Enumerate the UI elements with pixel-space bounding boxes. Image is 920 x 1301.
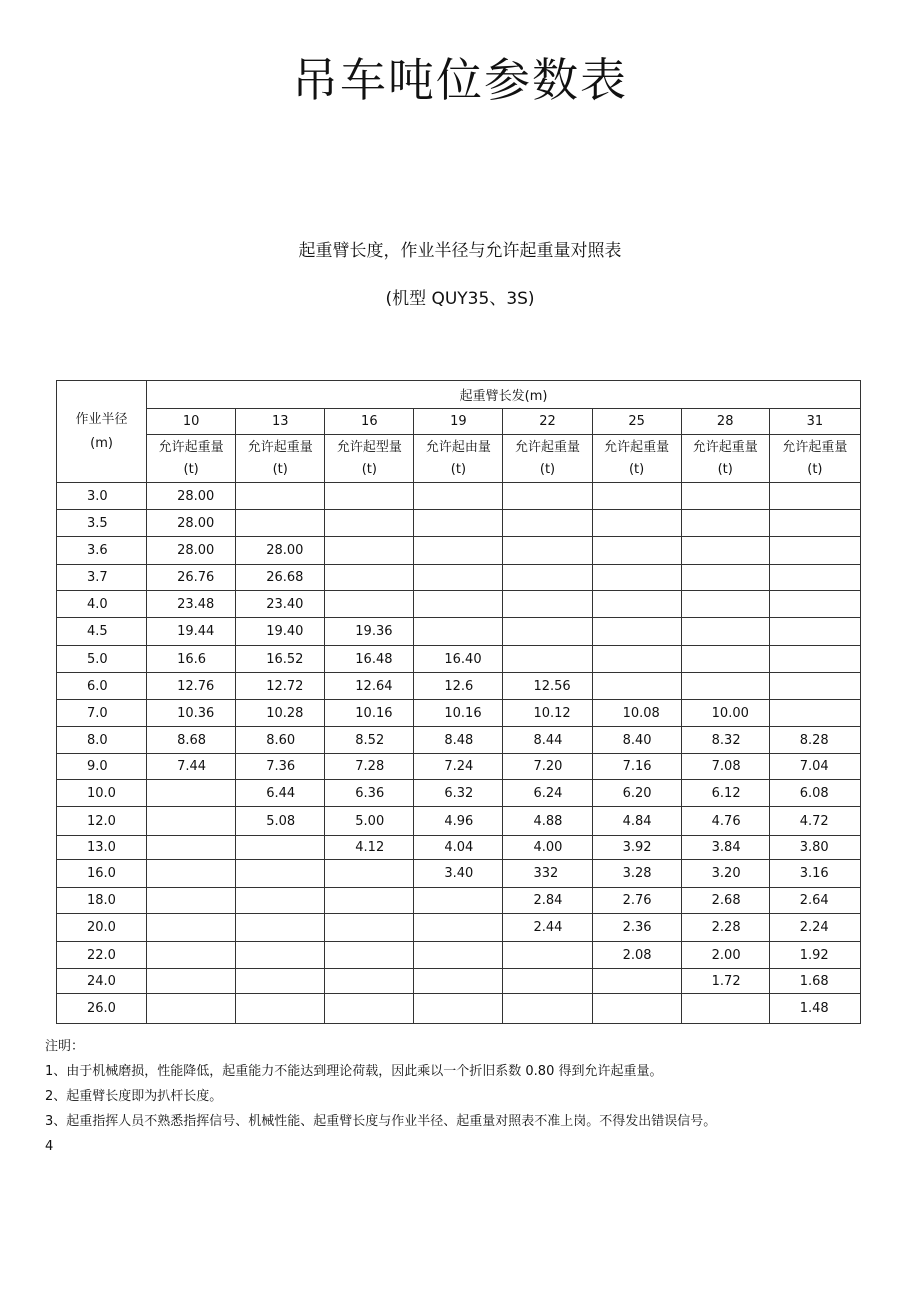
capacity-cell xyxy=(592,673,681,700)
capacity-cell xyxy=(325,591,414,618)
capacity-cell xyxy=(681,618,769,646)
capacity-cell xyxy=(147,860,236,888)
capacity-cell xyxy=(503,510,592,537)
capacity-cell: 10.28 xyxy=(236,700,325,727)
capacity-cell xyxy=(147,994,236,1024)
boom-length-header: 28 xyxy=(681,409,769,435)
capacity-cell xyxy=(236,969,325,994)
capacity-cell: 10.36 xyxy=(147,700,236,727)
table-row xyxy=(57,994,861,1024)
capacity-cell xyxy=(681,565,769,591)
capacity-cell: 10.08 xyxy=(592,700,681,727)
radius-cell: 6.0 xyxy=(57,673,147,700)
capacity-cell xyxy=(769,591,860,618)
header-row-boom xyxy=(57,381,861,409)
capacity-cell: 2.36 xyxy=(592,914,681,942)
capacity-cell xyxy=(147,942,236,969)
note-item-3: 3、起重指挥人员不熟悉指挥信号、机械性能、起重臂长度与作业半径、起重量对照表不准上岗。不得发出错误信号。 xyxy=(45,1114,717,1129)
radius-cell: 10.0 xyxy=(57,780,147,807)
capacity-cell xyxy=(236,942,325,969)
capacity-cell xyxy=(503,646,592,673)
table-row xyxy=(57,591,861,618)
capacity-cell xyxy=(592,537,681,565)
radius-cell: 7.0 xyxy=(57,700,147,727)
capacity-cell: 4.72 xyxy=(769,807,860,836)
capacity-header: 允许起重量(t) xyxy=(604,439,670,477)
capacity-cell: 12.56 xyxy=(503,673,592,700)
capacity-cell xyxy=(414,537,503,565)
capacity-header-cell xyxy=(414,435,503,483)
capacity-cell xyxy=(503,969,592,994)
capacity-cell: 12.64 xyxy=(325,673,414,700)
capacity-cell: 10.16 xyxy=(414,700,503,727)
boom-length-header: 16 xyxy=(325,409,414,435)
capacity-header-cell xyxy=(236,435,325,483)
capacity-cell xyxy=(681,994,769,1024)
capacity-cell xyxy=(414,483,503,510)
table-row xyxy=(57,942,861,969)
capacity-cell: 6.08 xyxy=(769,780,860,807)
capacity-header: 允许起重量(t) xyxy=(782,439,848,477)
capacity-cell xyxy=(325,537,414,565)
capacity-header-cell xyxy=(592,435,681,483)
capacity-cell xyxy=(147,969,236,994)
radius-header-cell xyxy=(57,381,147,483)
capacity-cell xyxy=(325,914,414,942)
radius-cell: 16.0 xyxy=(57,860,147,888)
capacity-cell xyxy=(325,483,414,510)
table-row xyxy=(57,807,861,836)
capacity-cell: 3.16 xyxy=(769,860,860,888)
capacity-cell xyxy=(769,700,860,727)
capacity-cell xyxy=(681,483,769,510)
capacity-cell: 12.72 xyxy=(236,673,325,700)
capacity-cell: 28.00 xyxy=(147,483,236,510)
radius-cell: 13.0 xyxy=(57,836,147,860)
table-row xyxy=(57,888,861,914)
capacity-cell xyxy=(769,646,860,673)
radius-header: 作业半径(m) xyxy=(75,411,128,451)
capacity-cell: 16.40 xyxy=(414,646,503,673)
capacity-cell xyxy=(769,618,860,646)
capacity-cell xyxy=(325,510,414,537)
capacity-cell: 6.20 xyxy=(592,780,681,807)
capacity-cell: 8.32 xyxy=(681,727,769,754)
capacity-cell: 23.48 xyxy=(147,591,236,618)
capacity-header: 允许起重量(t) xyxy=(692,439,758,477)
table-row xyxy=(57,969,861,994)
capacity-cell xyxy=(592,646,681,673)
table-row xyxy=(57,618,861,646)
capacity-cell xyxy=(503,618,592,646)
capacity-cell xyxy=(236,994,325,1024)
capacity-cell xyxy=(592,969,681,994)
table-row xyxy=(57,754,861,780)
capacity-cell xyxy=(681,673,769,700)
capacity-cell xyxy=(414,888,503,914)
model-label: (机型 QUY35、3S) xyxy=(385,289,535,309)
capacity-cell xyxy=(769,673,860,700)
capacity-cell: 12.6 xyxy=(414,673,503,700)
table-row xyxy=(57,673,861,700)
table-row xyxy=(57,860,861,888)
capacity-cell: 19.36 xyxy=(325,618,414,646)
capacity-cell: 8.44 xyxy=(503,727,592,754)
capacity-cell: 2.64 xyxy=(769,888,860,914)
notes-section xyxy=(45,1034,905,1159)
radius-cell: 24.0 xyxy=(57,969,147,994)
header-row-units xyxy=(57,435,861,483)
capacity-cell xyxy=(147,836,236,860)
capacity-header: 允许起重量(t) xyxy=(515,439,581,477)
radius-cell: 22.0 xyxy=(57,942,147,969)
capacity-cell: 4.00 xyxy=(503,836,592,860)
capacity-cell xyxy=(503,565,592,591)
capacity-cell xyxy=(681,510,769,537)
capacity-cell: 19.40 xyxy=(236,618,325,646)
capacity-cell: 7.20 xyxy=(503,754,592,780)
capacity-cell xyxy=(592,591,681,618)
capacity-cell: 4.88 xyxy=(503,807,592,836)
radius-cell: 4.0 xyxy=(57,591,147,618)
table-row xyxy=(57,510,861,537)
capacity-cell: 28.00 xyxy=(147,537,236,565)
capacity-cell xyxy=(325,888,414,914)
capacity-cell: 332 xyxy=(503,860,592,888)
capacity-cell: 4.76 xyxy=(681,807,769,836)
capacity-cell xyxy=(592,510,681,537)
capacity-cell xyxy=(236,483,325,510)
capacity-cell: 3.80 xyxy=(769,836,860,860)
capacity-cell xyxy=(325,969,414,994)
capacity-cell xyxy=(236,836,325,860)
capacity-header: 允许起型量(t) xyxy=(336,439,402,477)
page-footer-number: 4 xyxy=(45,1139,54,1154)
capacity-cell: 28.00 xyxy=(147,510,236,537)
capacity-cell: 5.08 xyxy=(236,807,325,836)
capacity-cell: 4.84 xyxy=(592,807,681,836)
capacity-header-cell xyxy=(503,435,592,483)
capacity-cell: 7.08 xyxy=(681,754,769,780)
capacity-cell: 3.92 xyxy=(592,836,681,860)
capacity-cell xyxy=(681,537,769,565)
notes-heading: 注明： xyxy=(45,1039,85,1054)
boom-length-header: 19 xyxy=(414,409,503,435)
capacity-cell xyxy=(147,780,236,807)
capacity-cell: 6.32 xyxy=(414,780,503,807)
capacity-cell xyxy=(414,914,503,942)
capacity-cell: 4.96 xyxy=(414,807,503,836)
capacity-cell: 8.52 xyxy=(325,727,414,754)
capacity-header: 允许起重量(t) xyxy=(158,439,224,477)
capacity-cell: 1.92 xyxy=(769,942,860,969)
radius-cell: 8.0 xyxy=(57,727,147,754)
capacity-cell: 8.28 xyxy=(769,727,860,754)
capacity-cell xyxy=(414,969,503,994)
page-title: 吊车吨位参数表 xyxy=(292,53,628,107)
radius-cell: 3.6 xyxy=(57,537,147,565)
capacity-cell xyxy=(769,537,860,565)
capacity-cell: 6.24 xyxy=(503,780,592,807)
capacity-cell: 5.00 xyxy=(325,807,414,836)
capacity-cell xyxy=(414,591,503,618)
capacity-cell: 2.84 xyxy=(503,888,592,914)
capacity-header-cell xyxy=(769,435,860,483)
capacity-cell: 16.6 xyxy=(147,646,236,673)
capacity-cell xyxy=(503,994,592,1024)
capacity-cell xyxy=(414,618,503,646)
radius-cell: 26.0 xyxy=(57,994,147,1024)
radius-cell: 3.5 xyxy=(57,510,147,537)
capacity-cell: 8.40 xyxy=(592,727,681,754)
capacity-cell: 26.76 xyxy=(147,565,236,591)
capacity-cell xyxy=(503,942,592,969)
capacity-cell xyxy=(592,618,681,646)
capacity-cell: 26.68 xyxy=(236,565,325,591)
boom-length-header: 10 xyxy=(147,409,236,435)
capacity-cell xyxy=(592,565,681,591)
table-subtitle: 起重臂长度，作业半径与允许起重量对照表 xyxy=(298,241,622,261)
capacity-cell: 1.48 xyxy=(769,994,860,1024)
table-row xyxy=(57,727,861,754)
capacity-cell: 3.20 xyxy=(681,860,769,888)
capacity-cell xyxy=(681,646,769,673)
header-row-lengths xyxy=(57,409,861,435)
capacity-cell xyxy=(414,994,503,1024)
table-row xyxy=(57,565,861,591)
capacity-cell: 1.68 xyxy=(769,969,860,994)
capacity-cell xyxy=(236,914,325,942)
capacity-header: 允许起重量(t) xyxy=(247,439,313,477)
capacity-cell xyxy=(147,914,236,942)
capacity-cell: 12.76 xyxy=(147,673,236,700)
capacity-cell: 10.00 xyxy=(681,700,769,727)
boom-length-header: 22 xyxy=(503,409,592,435)
table-row xyxy=(57,914,861,942)
capacity-header-cell xyxy=(147,435,236,483)
capacity-cell xyxy=(236,860,325,888)
capacity-header-cell xyxy=(681,435,769,483)
boom-header: 起重臂长发(m) xyxy=(147,381,861,409)
boom-length-header: 25 xyxy=(592,409,681,435)
capacity-cell: 2.44 xyxy=(503,914,592,942)
capacity-cell xyxy=(325,942,414,969)
capacity-cell xyxy=(592,483,681,510)
capacity-cell: 1.72 xyxy=(681,969,769,994)
table-row xyxy=(57,483,861,510)
capacity-cell xyxy=(769,565,860,591)
table-row xyxy=(57,700,861,727)
capacity-header-cell xyxy=(325,435,414,483)
capacity-cell: 8.60 xyxy=(236,727,325,754)
table-row xyxy=(57,646,861,673)
radius-cell: 5.0 xyxy=(57,646,147,673)
capacity-cell xyxy=(503,591,592,618)
capacity-cell: 19.44 xyxy=(147,618,236,646)
capacity-cell: 8.68 xyxy=(147,727,236,754)
capacity-cell: 10.16 xyxy=(325,700,414,727)
radius-cell: 12.0 xyxy=(57,807,147,836)
capacity-cell xyxy=(503,537,592,565)
capacity-cell: 7.44 xyxy=(147,754,236,780)
note-item-2: 2、起重臂长度即为扒杆长度。 xyxy=(45,1089,223,1104)
capacity-cell: 4.12 xyxy=(325,836,414,860)
note-item-1: 1、由于机械磨损，性能降低，起重能力不能达到理论荷载，因此乘以一个折旧系数 0.80 得到允许起重量。 xyxy=(45,1064,663,1079)
capacity-cell xyxy=(414,565,503,591)
load-chart-table xyxy=(56,380,861,1024)
capacity-cell: 2.68 xyxy=(681,888,769,914)
capacity-cell: 8.48 xyxy=(414,727,503,754)
radius-cell: 3.7 xyxy=(57,565,147,591)
capacity-cell: 2.28 xyxy=(681,914,769,942)
capacity-cell xyxy=(325,565,414,591)
capacity-cell: 2.24 xyxy=(769,914,860,942)
capacity-cell xyxy=(769,483,860,510)
capacity-cell: 10.12 xyxy=(503,700,592,727)
radius-cell: 9.0 xyxy=(57,754,147,780)
capacity-cell: 7.36 xyxy=(236,754,325,780)
capacity-cell xyxy=(414,942,503,969)
radius-cell: 18.0 xyxy=(57,888,147,914)
capacity-cell: 7.16 xyxy=(592,754,681,780)
capacity-cell xyxy=(769,510,860,537)
capacity-cell: 3.84 xyxy=(681,836,769,860)
capacity-cell: 3.40 xyxy=(414,860,503,888)
capacity-cell: 3.28 xyxy=(592,860,681,888)
capacity-cell: 6.36 xyxy=(325,780,414,807)
capacity-header: 允许起由量(t) xyxy=(425,439,491,477)
radius-cell: 20.0 xyxy=(57,914,147,942)
table-row xyxy=(57,537,861,565)
capacity-cell: 7.04 xyxy=(769,754,860,780)
capacity-cell: 4.04 xyxy=(414,836,503,860)
capacity-cell xyxy=(236,888,325,914)
capacity-cell: 7.28 xyxy=(325,754,414,780)
capacity-cell xyxy=(147,888,236,914)
capacity-cell: 23.40 xyxy=(236,591,325,618)
radius-cell: 4.5 xyxy=(57,618,147,646)
boom-length-header: 13 xyxy=(236,409,325,435)
capacity-cell xyxy=(503,483,592,510)
radius-cell: 3.0 xyxy=(57,483,147,510)
capacity-cell: 6.12 xyxy=(681,780,769,807)
capacity-cell xyxy=(325,994,414,1024)
capacity-cell: 28.00 xyxy=(236,537,325,565)
capacity-cell xyxy=(592,994,681,1024)
capacity-cell xyxy=(325,860,414,888)
boom-length-header: 31 xyxy=(769,409,860,435)
capacity-cell: 7.24 xyxy=(414,754,503,780)
capacity-cell: 16.52 xyxy=(236,646,325,673)
capacity-cell: 2.00 xyxy=(681,942,769,969)
capacity-cell: 6.44 xyxy=(236,780,325,807)
capacity-cell xyxy=(681,591,769,618)
capacity-cell xyxy=(147,807,236,836)
capacity-cell xyxy=(414,510,503,537)
table-row xyxy=(57,780,861,807)
capacity-cell xyxy=(236,510,325,537)
capacity-cell: 16.48 xyxy=(325,646,414,673)
table-row xyxy=(57,836,861,860)
capacity-cell: 2.76 xyxy=(592,888,681,914)
capacity-cell: 2.08 xyxy=(592,942,681,969)
